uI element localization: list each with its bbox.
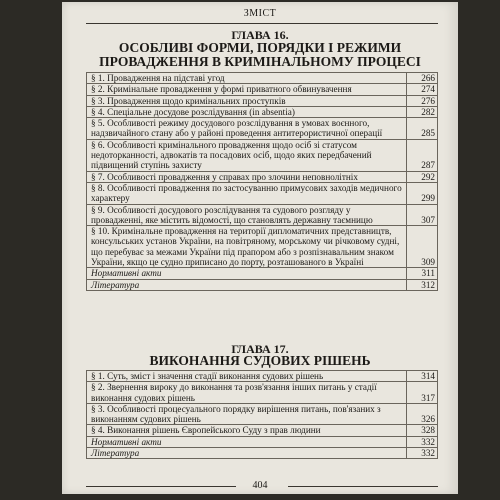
toc-row (87, 448, 438, 459)
toc-row (87, 106, 438, 117)
toc-entry-text: § 1. Суть, зміст і значення стадії виконання судових рішень (87, 371, 407, 382)
toc-entry-page: 285 (407, 118, 438, 140)
toc-row (87, 73, 438, 84)
book-page (62, 2, 458, 494)
toc-row (87, 279, 438, 290)
chapter-16-toc (86, 72, 438, 291)
toc-entry-page: 312 (407, 279, 438, 290)
toc-entry-text: § 7. Особливості провадження у справах про злочини неповнолітніх (87, 171, 407, 182)
toc-row (87, 268, 438, 279)
toc-entry-text: § 10. Кримінальне провадження на території дипломатичних представництв, консульських установ України, на повітряному, морському чи річковому судні, що перебуває за межами України під прапором або з розпізнавальним знаком України, якщо це судно приписано до порту, розташованого в Україні (87, 226, 407, 268)
toc-row (87, 371, 438, 382)
toc-row (87, 226, 438, 268)
chapter-17-label: ГЛАВА 17. (231, 342, 289, 356)
toc-entry-page: 307 (407, 204, 438, 226)
toc-row (87, 436, 438, 447)
toc-entry-text: § 3. Особливості процесуального порядку вирішення питань, пов'язаних з виконанням судових рішень (87, 403, 407, 425)
toc-entry-page: 266 (407, 73, 438, 84)
header-rule (86, 23, 438, 24)
toc-entry-page: 274 (407, 84, 438, 95)
chapter-16-title: ОСОБЛИВІ ФОРМИ, ПОРЯДКИ І РЕЖИМИ ПРОВАДЖЕННЯ В КРИМІНАЛЬНОМУ ПРОЦЕСІ (99, 40, 421, 69)
toc-entry-text: § 9. Особливості досудового розслідування та судового розгляду у провадженні, яке містить відомості, що становлять державну таємницю (87, 204, 407, 226)
toc-entry-page: 299 (407, 182, 438, 204)
toc-entry-text: Література (87, 448, 407, 459)
toc-entry-page: 311 (407, 268, 438, 279)
toc-entry-page: 292 (407, 171, 438, 182)
toc-entry-page: 317 (407, 382, 438, 404)
toc-entry-text: § 5. Особливості режиму досудового розслідування в умовах воєнного, надзвичайного стану або у районі проведення антитерористичної операції (87, 118, 407, 140)
chapter-16-label: ГЛАВА 16. (231, 28, 289, 42)
toc-entry-text: § 6. Особливості кримінального провадження щодо осіб зі статусом недоторканності, адвокатів та посадових осіб, щодо яких передбачений підвищений ступінь захисту (87, 139, 407, 171)
toc-row (87, 425, 438, 436)
toc-entry-text: § 2. Кримінальне провадження у формі приватного обвинувачення (87, 84, 407, 95)
toc-row (87, 171, 438, 182)
toc-entry-text: Нормативні акти (87, 268, 407, 279)
toc-entry-text: § 3. Провадження щодо кримінальних проступків (87, 95, 407, 106)
toc-row (87, 139, 438, 171)
toc-entry-page: 282 (407, 106, 438, 117)
toc-entry-page: 287 (407, 139, 438, 171)
toc-entry-text: § 1. Провадження на підставі угод (87, 73, 407, 84)
toc-entry-page: 328 (407, 425, 438, 436)
chapter-17-title: ВИКОНАННЯ СУДОВИХ РІШЕНЬ (149, 353, 371, 368)
running-head: ЗМІСТ (243, 8, 277, 19)
toc-row (87, 118, 438, 140)
toc-entry-page: 326 (407, 403, 438, 425)
toc-entry-text: § 4. Спеціальне досудове розслідування (in absentia) (87, 106, 407, 117)
toc-row (87, 204, 438, 226)
toc-entry-page: 309 (407, 226, 438, 268)
toc-row (87, 403, 438, 425)
toc-entry-text: Нормативні акти (87, 436, 407, 447)
toc-entry-page: 276 (407, 95, 438, 106)
toc-row (87, 182, 438, 204)
toc-row (87, 84, 438, 95)
footer-rule-right (288, 486, 438, 487)
toc-entry-text: § 2. Звернення вироку до виконання та розв'язання інших питань у стадії виконання судових рішень (87, 382, 407, 404)
toc-entry-page: 314 (407, 371, 438, 382)
toc-row (87, 95, 438, 106)
toc-entry-page: 332 (407, 448, 438, 459)
chapter-17-toc (86, 370, 438, 459)
toc-entry-text: § 4. Виконання рішень Європейського Суду з прав людини (87, 425, 407, 436)
toc-entry-text: Література (87, 279, 407, 290)
page-number: 404 (252, 480, 268, 491)
toc-entry-text: § 8. Особливості провадження по застосуванню примусових заходів медичного характеру (87, 182, 407, 204)
toc-row (87, 382, 438, 404)
toc-entry-page: 332 (407, 436, 438, 447)
